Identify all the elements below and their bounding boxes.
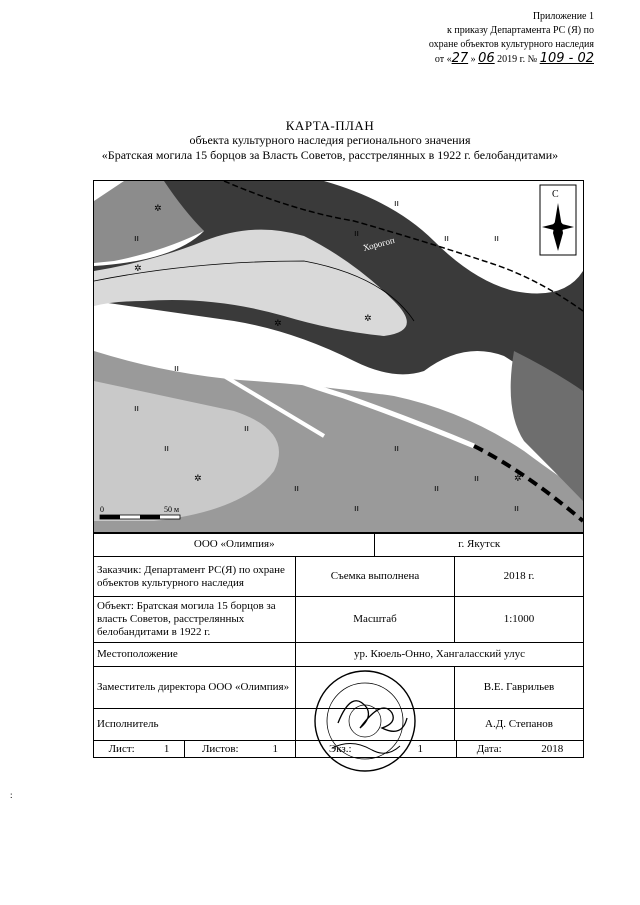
document-title bbox=[60, 118, 600, 163]
svg-text:ıı: ıı bbox=[164, 444, 170, 454]
site-map bbox=[93, 180, 584, 534]
svg-text:ıı: ıı bbox=[134, 404, 140, 414]
appendix-line3: охране объектов культурного наследия bbox=[428, 39, 594, 50]
copy-value: 1 bbox=[417, 742, 424, 755]
appendix-month: 06 bbox=[478, 51, 495, 66]
river-label: Хорогоп bbox=[361, 234, 396, 253]
scale-label: 50 м bbox=[164, 505, 180, 514]
signature-scribble bbox=[338, 701, 407, 732]
appendix-year-text: 2019 г. № bbox=[497, 54, 538, 65]
survey-year: 2018 г. bbox=[455, 557, 584, 597]
executor-label: Исполнитель bbox=[94, 709, 296, 741]
copy-label: Экз.: bbox=[328, 742, 352, 755]
svg-text:ıı: ıı bbox=[294, 484, 300, 494]
svg-text:ıı: ıı bbox=[494, 234, 500, 244]
svg-text:ıı: ıı bbox=[174, 364, 180, 374]
svg-text:✲: ✲ bbox=[364, 314, 372, 324]
svg-text:✲: ✲ bbox=[194, 474, 202, 484]
svg-text:ıı: ıı bbox=[134, 234, 140, 244]
map-drawing bbox=[94, 181, 583, 533]
date-label: Дата: bbox=[476, 742, 502, 755]
svg-text:✲: ✲ bbox=[274, 319, 282, 329]
svg-text:ıı: ıı bbox=[354, 229, 360, 239]
scale-label-cell: Масштаб bbox=[296, 597, 455, 643]
sheet-label: Лист: bbox=[108, 742, 135, 755]
svg-text:ıı: ıı bbox=[434, 484, 440, 494]
sheet-value: 1 bbox=[163, 742, 170, 755]
executor-name: А.Д. Степанов bbox=[455, 709, 584, 741]
scale-zero: 0 bbox=[100, 505, 104, 514]
city-name: г. Якутск bbox=[375, 533, 584, 557]
location-value: ур. Кюель-Онно, Хангаласский улус bbox=[296, 643, 584, 667]
survey-label: Съемка выполнена bbox=[296, 557, 455, 597]
appendix-header bbox=[429, 10, 594, 67]
appendix-number: 109 - 02 bbox=[539, 51, 594, 66]
svg-text:ıı: ıı bbox=[394, 199, 400, 209]
svg-text:ıı: ıı bbox=[474, 474, 480, 484]
title-sub1: объекта культурного наследия регионального значения bbox=[189, 133, 471, 147]
date-prefix: от « bbox=[434, 54, 452, 65]
sheets-value: 1 bbox=[272, 742, 279, 755]
deputy-name: В.Е. Гаврильев bbox=[455, 667, 584, 709]
location-label: Местоположение bbox=[94, 643, 296, 667]
deputy-label: Заместитель директора ООО «Олимпия» bbox=[94, 667, 296, 709]
svg-text:✲: ✲ bbox=[514, 474, 522, 484]
compass-letter: С bbox=[552, 189, 559, 200]
appendix-line2: к приказу Департамента РС (Я) по bbox=[446, 25, 594, 36]
scale-value-cell: 1:1000 bbox=[455, 597, 584, 643]
date-mid: » bbox=[470, 54, 476, 65]
svg-text:✲: ✲ bbox=[134, 264, 142, 274]
svg-text:ıı: ıı bbox=[244, 424, 250, 434]
svg-text:ıı: ıı bbox=[444, 234, 450, 244]
object-cell: Объект: Братская могила 15 борцов за власть Советов, расстрелянных белобандитами в 1922 г. bbox=[94, 597, 296, 643]
date-value: 2018 bbox=[541, 742, 564, 755]
organization-seal bbox=[312, 668, 418, 774]
svg-text:ıı: ıı bbox=[394, 444, 400, 454]
margin-mark: : bbox=[10, 790, 13, 800]
svg-text:ıı: ıı bbox=[354, 504, 360, 514]
sheets-label: Листов: bbox=[201, 742, 239, 755]
svg-text:✲: ✲ bbox=[154, 204, 162, 214]
svg-text:ıı: ıı bbox=[514, 504, 520, 514]
title-sub2: «Братская могила 15 борцов за Власть Советов, расстрелянных в 1922 г. белобандитами» bbox=[101, 148, 559, 162]
north-compass bbox=[540, 185, 576, 255]
customer-cell: Заказчик: Департамент РС(Я) по охране объектов культурного наследия bbox=[94, 557, 296, 597]
appendix-day: 27 bbox=[451, 51, 469, 66]
appendix-line1: Приложение 1 bbox=[532, 11, 594, 22]
org-name: ООО «Олимпия» bbox=[94, 533, 375, 557]
appendix-date-line bbox=[429, 52, 594, 67]
title-main: КАРТА-ПЛАН bbox=[285, 118, 375, 133]
